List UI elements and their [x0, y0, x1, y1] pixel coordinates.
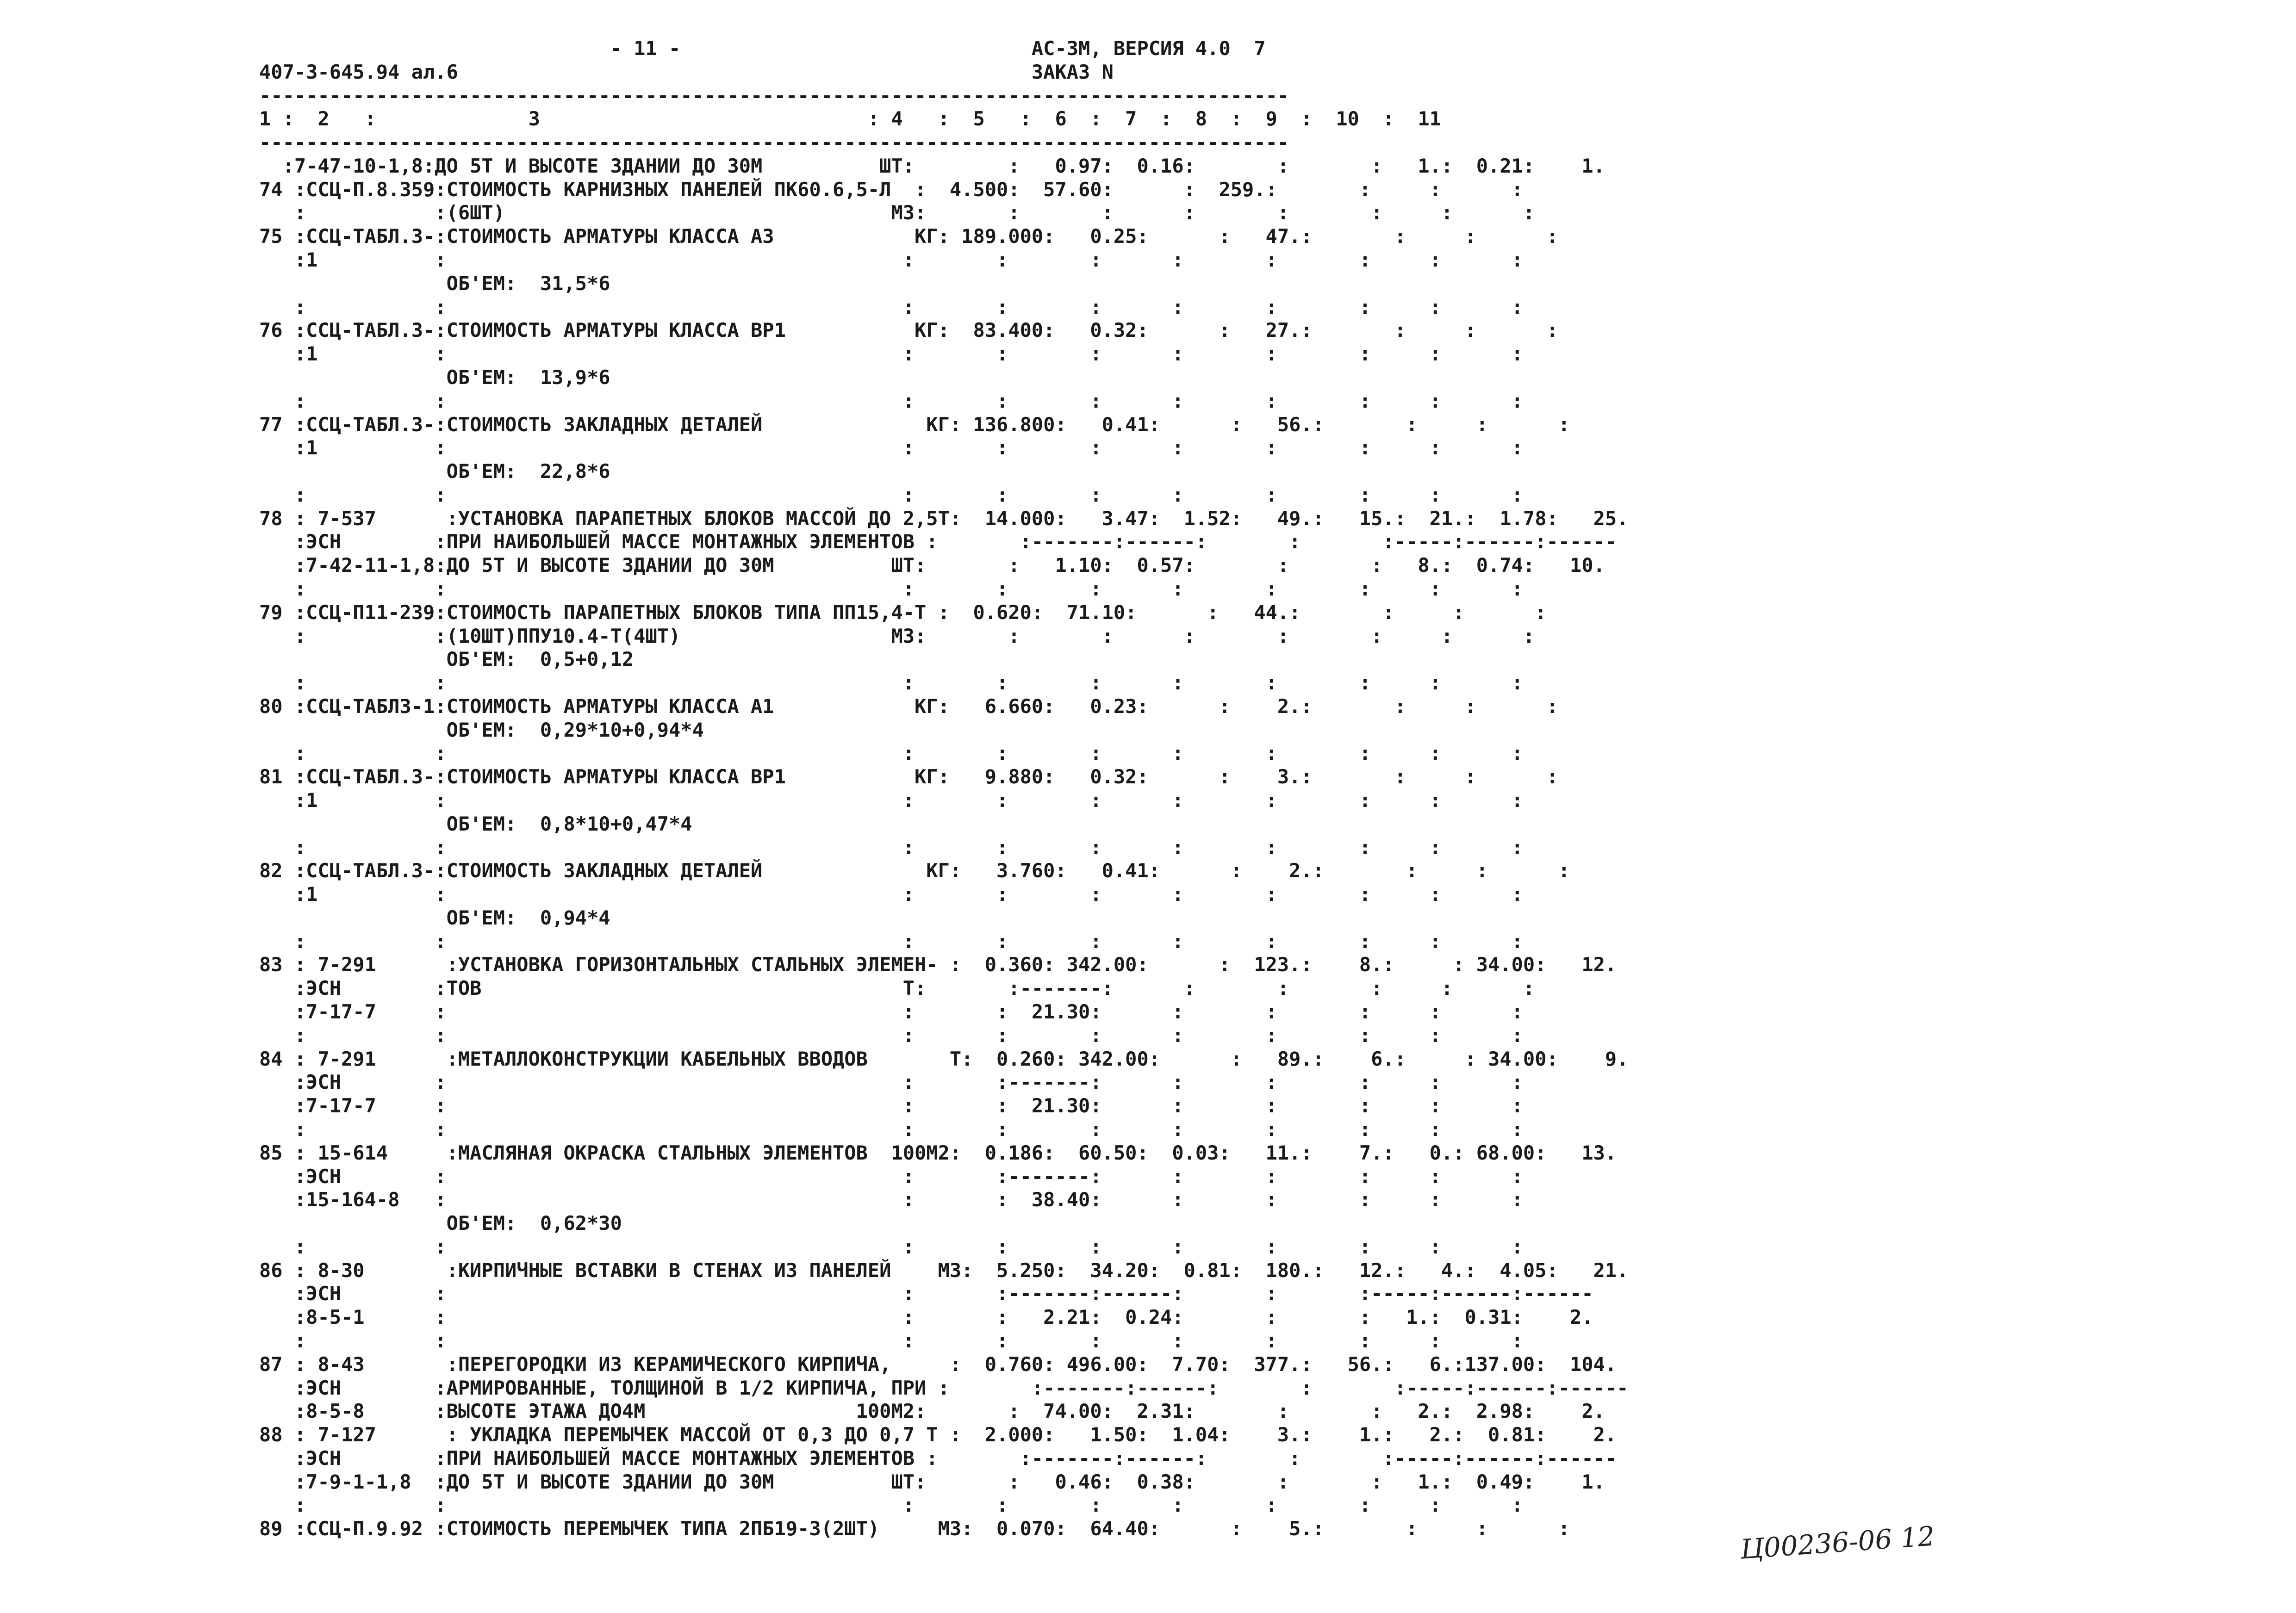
- printout-line: :7-17-7 : : : 21.30: : : : : :: [294, 1000, 1523, 1024]
- printout-line: :ЭСН : : :-------:------: : :-----:------:------: [294, 1282, 1593, 1305]
- printout-line: 83 : 7-291 :УСТАНОВКА ГОРИЗОНТАЛЬНЫХ СТАЛЬНЫХ ЭЛЕМЕН- : 0.360: 342.00: : 123.: 8.: : 34.00: 12.: [259, 953, 1617, 976]
- printout-line: : : : : : : : : : :: [294, 295, 1523, 318]
- printout-line: :15-164-8 : : : 38.40: : : : : :: [294, 1188, 1523, 1211]
- printout-line: :1 : : : : : : : : :: [294, 789, 1523, 812]
- printout-line: : : : : : : : : : :: [294, 1024, 1523, 1047]
- printout-line: : : : : : : : : : :: [294, 930, 1523, 953]
- printout-line: :7-17-7 : : : 21.30: : : : : :: [294, 1094, 1523, 1117]
- printout-line: 407-3-645.94 ал.6 ЗАКАЗ N: [259, 60, 1114, 83]
- printout-line: :8-5-1 : : : 2.21: 0.24: : : 1.: 0.31: 2.: [294, 1306, 1593, 1329]
- printout-line: 78 : 7-537 :УСТАНОВКА ПАРАПЕТНЫХ БЛОКОВ МАССОЙ ДО 2,5Т: 14.000: 3.47: 1.52: 49.: 15.: 21.: 1.78: 25.: [259, 507, 1629, 530]
- printout-line: : : : : : : : : : :: [294, 577, 1523, 600]
- printout-line: : : : : : : : : : :: [294, 483, 1523, 506]
- printout-line: ОБ'ЕМ: 31,5*6: [446, 272, 610, 295]
- printout-line: ОБ'ЕМ: 0,94*4: [446, 906, 610, 929]
- printout-line: : : : : : : : : : :: [294, 1329, 1523, 1352]
- printout-line: 75 :ССЦ-ТАБЛ.3-:СТОИМОСТЬ АРМАТУРЫ КЛАССА А3 КГ: 189.000: 0.25: : 47.: : : :: [259, 225, 1558, 248]
- printout-line: 80 :ССЦ-ТАБЛ3-1:СТОИМОСТЬ АРМАТУРЫ КЛАССА А1 КГ: 6.660: 0.23: : 2.: : : :: [259, 695, 1558, 718]
- printout-line: 77 :ССЦ-ТАБЛ.3-:СТОИМОСТЬ ЗАКЛАДНЫХ ДЕТАЛЕЙ КГ: 136.800: 0.41: : 56.: : : :: [259, 413, 1570, 436]
- printout-line: 87 : 8-43 :ПЕРЕГОРОДКИ ИЗ КЕРАМИЧЕСКОГО КИРПИЧА, : 0.760: 496.00: 7.70: 377.: 56.: 6.:137.00: 104.: [259, 1352, 1617, 1376]
- printout-line: 85 : 15-614 :МАСЛЯНАЯ ОКРАСКА СТАЛЬНЫХ ЭЛЕМЕНТОВ 100М2: 0.186: 60.50: 0.03: 11.: 7.: 0.: 68.00: 13.: [259, 1141, 1617, 1164]
- printout-line: : : : : : : : : : :: [294, 1235, 1523, 1258]
- printout-line: 89 :ССЦ-П.9.92 :СТОИМОСТЬ ПЕРЕМЫЧЕК ТИПА 2ПБ19-3(2ШТ) М3: 0.070: 64.40: : 5.: : : :: [259, 1517, 1570, 1540]
- printout-line: :8-5-8 :ВЫСОТЕ ЭТАЖА ДО4М 100М2: : 74.00: 2.31: : : 2.: 2.98: 2.: [294, 1400, 1605, 1423]
- printout-line: ОБ'ЕМ: 0,62*30: [446, 1212, 622, 1235]
- printout-line: : : : : : : : : : :: [294, 671, 1523, 695]
- printout-line: : : : : : : : : : :: [294, 389, 1523, 412]
- printout-line: :7-42-11-1,8:ДО 5Т И ВЫСОТЕ ЗДАНИИ ДО 30М ШТ: : 1.10: 0.57: : : 8.: 0.74: 10.: [294, 554, 1605, 577]
- printout-line: :1 : : : : : : : : :: [294, 248, 1523, 272]
- handwritten-note: Ц00236-06 12: [1739, 1520, 1936, 1565]
- printout-line: - 11 - АС-ЗМ, ВЕРСИЯ 4.0 7: [610, 37, 1266, 60]
- printout-line: 82 :ССЦ-ТАБЛ.3-:СТОИМОСТЬ ЗАКЛАДНЫХ ДЕТАЛЕЙ КГ: 3.760: 0.41: : 2.: : : :: [259, 859, 1570, 882]
- printout-line: :1 : : : : : : : : :: [294, 883, 1523, 906]
- printout-line: ОБ'ЕМ: 22,8*6: [446, 460, 610, 483]
- printout-line: 81 :ССЦ-ТАБЛ.3-:СТОИМОСТЬ АРМАТУРЫ КЛАССА ВР1 КГ: 9.880: 0.32: : 3.: : : :: [259, 765, 1558, 788]
- printout-line: :1 : : : : : : : : :: [294, 436, 1523, 459]
- printout-line: ОБ'ЕМ: 13,9*6: [446, 366, 610, 389]
- printout-line: 74 :ССЦ-П.8.359:СТОИМОСТЬ КАРНИЗНЫХ ПАНЕЛЕЙ ПК60.6,5-Л : 4.500: 57.60: : 259.: : : :: [259, 178, 1523, 201]
- printout-line: ----------------------------------------------------------------------------------------: [259, 84, 1289, 107]
- printout-line: ОБ'ЕМ: 0,8*10+0,47*4: [446, 812, 692, 835]
- printout-line: 88 : 7-127 : УКЛАДКА ПЕРЕМЫЧЕК МАССОЙ ОТ 0,3 ДО 0,7 Т : 2.000: 1.50: 1.04: 3.: 1.: 2.: 0.81: 2.: [259, 1423, 1617, 1446]
- printout-line: :ЭСН :ПРИ НАИБОЛЬШЕЙ МАССЕ МОНТАЖНЫХ ЭЛЕМЕНТОВ : :-------:------: : :-----:------:------: [294, 1446, 1617, 1470]
- printout-line: :1 : : : : : : : : :: [294, 342, 1523, 366]
- printout-line: 86 : 8-30 :КИРПИЧНЫЕ ВСТАВКИ В СТЕНАХ ИЗ ПАНЕЛЕЙ М3: 5.250: 34.20: 0.81: 180.: 12.: 4.: 4.05: 21.: [259, 1259, 1629, 1282]
- printout-line: 76 :ССЦ-ТАБЛ.3-:СТОИМОСТЬ АРМАТУРЫ КЛАССА ВР1 КГ: 83.400: 0.32: : 27.: : : :: [259, 319, 1558, 342]
- printout-line: :7-47-10-1,8:ДО 5Т И ВЫСОТЕ ЗДАНИИ ДО 30М ШТ: : 0.97: 0.16: : : 1.: 0.21: 1.: [282, 154, 1605, 177]
- printout-line: 1 : 2 : 3 : 4 : 5 : 6 : 7 : 8 : 9 : 10 : 11: [259, 107, 1441, 130]
- printout-line: :ЭСН :ТОВ Т: :-------: : : : : :: [294, 977, 1535, 1000]
- estimate-table-printout: [259, 37, 1628, 1541]
- printout-line: : : : : : : : : : :: [294, 1117, 1523, 1141]
- printout-line: : :(10ШТ)ППУ10.4-Т(4ШТ) М3: : : : : : : :: [294, 624, 1535, 647]
- printout-line: : : : : : : : : : :: [294, 836, 1523, 859]
- printout-line: 79 :ССЦ-П11-239:СТОИМОСТЬ ПАРАПЕТНЫХ БЛОКОВ ТИПА ПП15,4-Т : 0.620: 71.10: : 44.: : : :: [259, 601, 1547, 624]
- printout-line: :ЭСН :ПРИ НАИБОЛЬШЕЙ МАССЕ МОНТАЖНЫХ ЭЛЕМЕНТОВ : :-------:------: : :-----:------:------: [294, 530, 1617, 553]
- printout-line: :7-9-1-1,8 :ДО 5Т И ВЫСОТЕ ЗДАНИИ ДО 30М ШТ: : 0.46: 0.38: : : 1.: 0.49: 1.: [294, 1470, 1605, 1493]
- printout-line: : : : : : : : : : :: [294, 742, 1523, 765]
- printout-line: : :(6ШТ) М3: : : : : : : :: [294, 201, 1535, 224]
- printout-line: :ЭСН : : :-------: : : : : :: [294, 1165, 1523, 1188]
- printout-line: ----------------------------------------------------------------------------------------: [259, 131, 1289, 154]
- printout-line: : : : : : : : : : :: [294, 1494, 1523, 1517]
- printout-line: :ЭСН : : :-------: : : : : :: [294, 1071, 1523, 1094]
- printout-line: ОБ'ЕМ: 0,29*10+0,94*4: [446, 718, 704, 741]
- printout-line: :ЭСН :АРМИРОВАННЫЕ, ТОЛЩИНОЙ В 1/2 КИРПИЧА, ПРИ : :-------:------: : :-----:------:------: [294, 1376, 1629, 1399]
- printout-line: ОБ'ЕМ: 0,5+0,12: [446, 648, 634, 671]
- printout-line: 84 : 7-291 :МЕТАЛЛОКОНСТРУКЦИИ КАБЕЛЬНЫХ ВВОДОВ Т: 0.260: 342.00: : 89.: 6.: : 34.00: 9.: [259, 1047, 1629, 1070]
